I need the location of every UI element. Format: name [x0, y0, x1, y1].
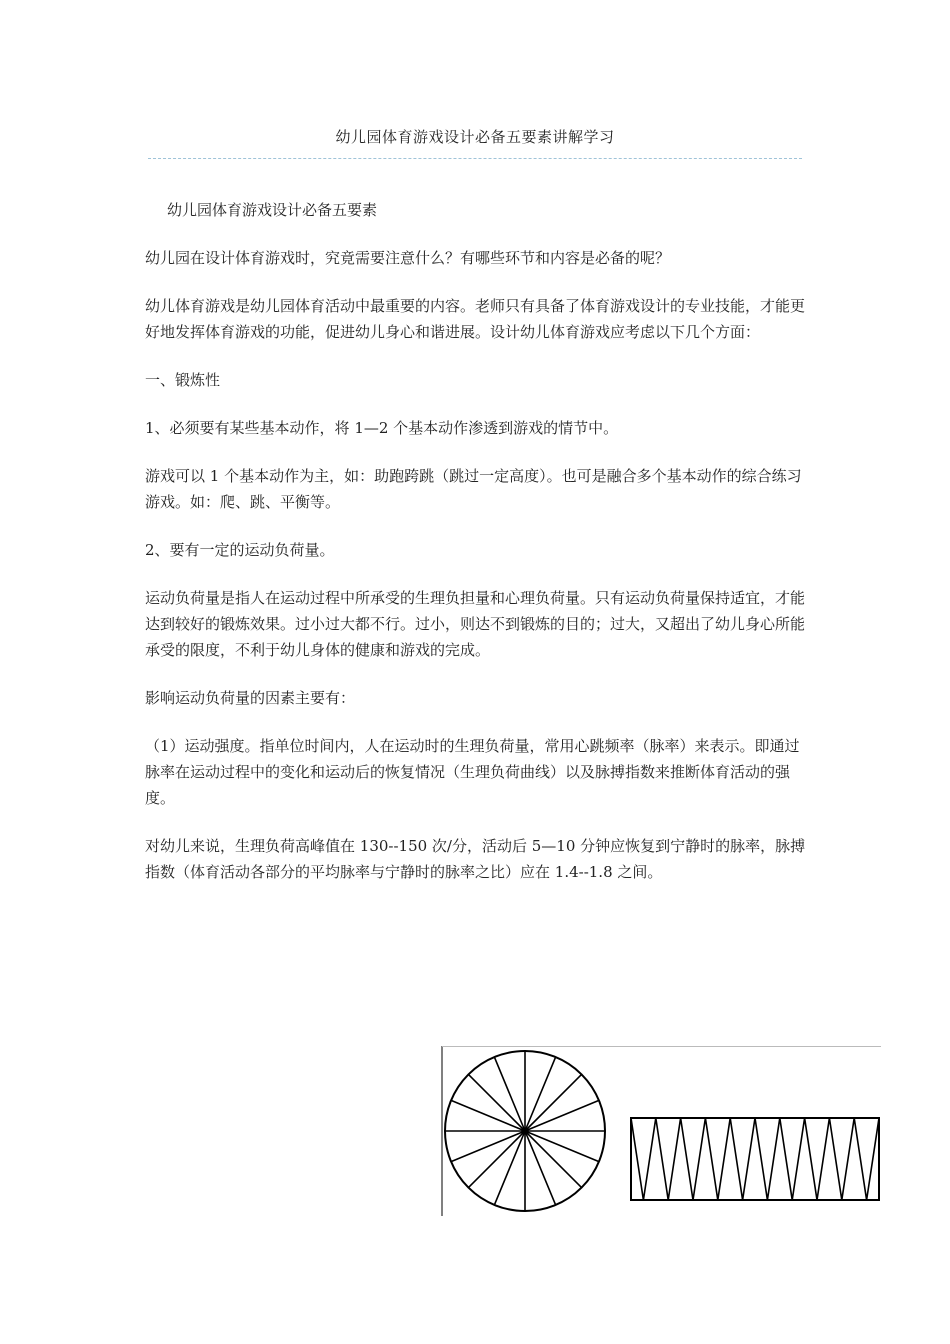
paragraph: 影响运动负荷量的因素主要有： [145, 689, 356, 707]
paragraph: 1、必须要有某些基本动作，将 1—2 个基本动作渗透到游戏的情节中。 [145, 419, 619, 437]
paragraph: 幼儿园在设计体育游戏时，究竟需要注意什么？有哪些环节和内容是必备的呢？ [145, 249, 671, 267]
paragraph: 运动负荷量是指人在运动过程中所承受的生理负担量和心理负荷量。只有运动负荷量保持适宜，才能达到较好的锻炼效果。过小过大都不行。过小，则达不到锻炼的目的；过大，又超出了幼儿身心所能承受的限度，不利于幼儿身体的健康和游戏的完成。 [145, 589, 806, 659]
document-body [145, 197, 813, 907]
paragraph: （1）运动强度。指单位时间内，人在运动时的生理负荷量，常用心跳频率（脉率）来表示。即通过脉率在运动过程中的变化和运动后的恢复情况（生理负荷曲线）以及脉搏指数来推断体育活动的强度。 [145, 737, 800, 807]
wheel-spoke [468, 1131, 525, 1188]
zigzag-frame [631, 1118, 879, 1200]
page-title: 幼儿园体育游戏设计必备五要素讲解学习 [335, 128, 615, 146]
section-heading: 幼儿园体育游戏设计必备五要素 [167, 201, 378, 219]
spoked-wheel [445, 1051, 605, 1211]
zigzag-line [631, 1118, 879, 1200]
paragraph: 游戏可以 1 个基本动作为主，如：助跑跨跳（跳过一定高度）。也可是融合多个基本动作的综合练习游戏。如：爬、跳、平衡等。 [145, 467, 802, 511]
paragraph: 2、要有一定的运动负荷量。 [145, 541, 335, 559]
paragraph: 幼儿体育游戏是幼儿园体育活动中最重要的内容。老师只有具备了体育游戏设计的专业技能，才能更好地发挥体育游戏的功能，促进幼儿身心和谐进展。设计幼儿体育游戏应考虑以下几个方面： [145, 297, 806, 341]
zigzag-band [631, 1118, 879, 1200]
wheel-spoke [525, 1131, 582, 1188]
paragraph: 对幼儿来说，生理负荷高峰值在 130--150 次/分，活动后 5—10 分钟应恢复到宁静时的脉率，脉搏指数（体育活动各部分的平均脉率与宁静时的脉率之比）应在 1.4--1.8 之间。 [145, 837, 806, 881]
paragraph: 一、锻炼性 [145, 371, 221, 389]
wheel-spoke [525, 1074, 582, 1131]
figure-illustration [441, 1046, 881, 1216]
wheel-spoke [468, 1074, 525, 1131]
figure-svg [441, 1046, 881, 1216]
title-divider [148, 158, 802, 159]
